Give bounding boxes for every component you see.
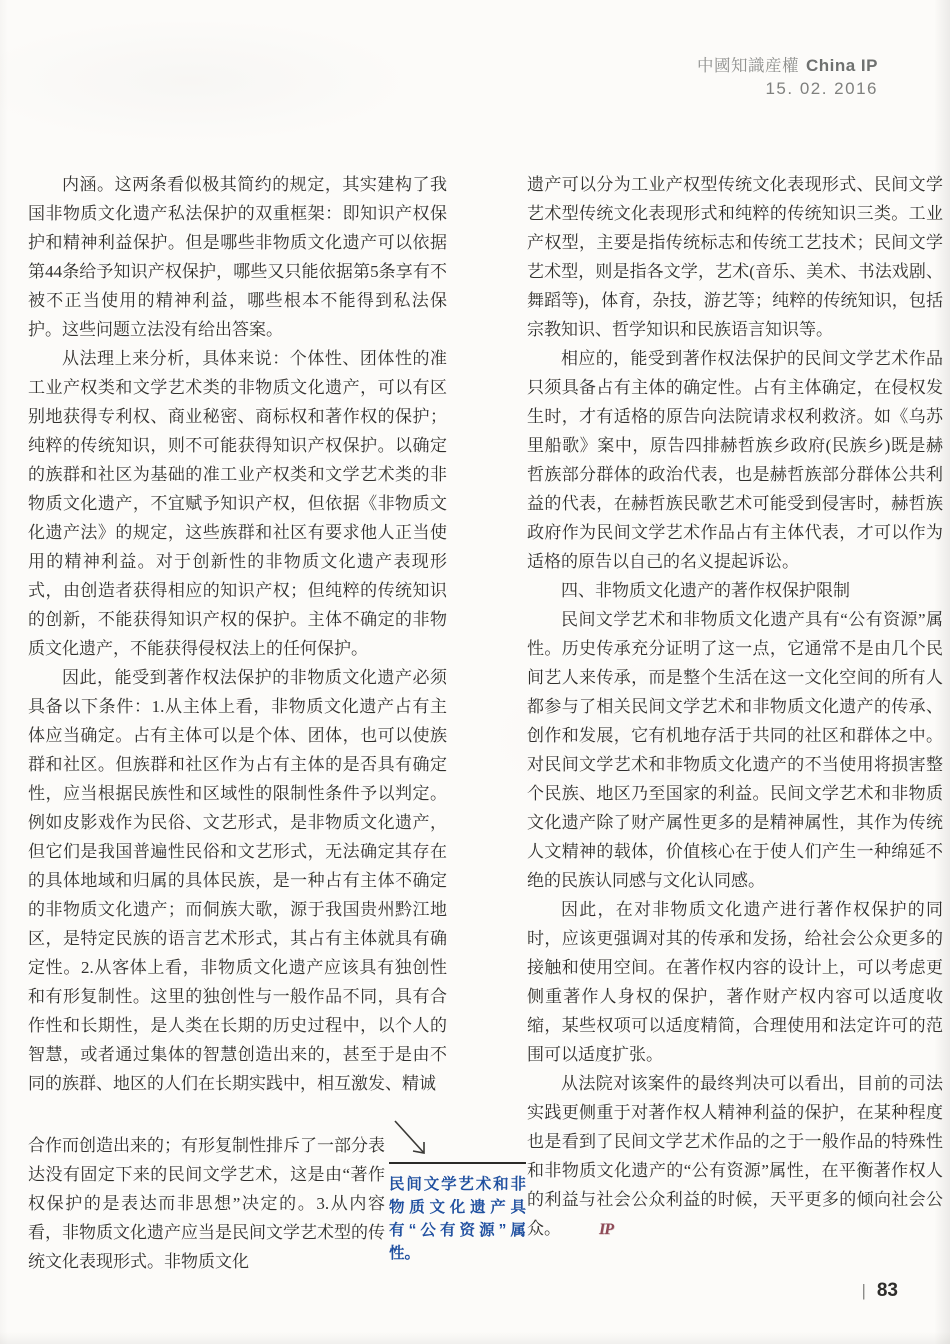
page-number [861, 1280, 898, 1302]
right-column [527, 170, 943, 1244]
ip-end-mark-icon: IP [599, 1221, 613, 1238]
right-paragraph-4: 因此，在对非物质文化遗产进行著作权保护的同时，应该更强调对其的传承和发扬，给社会公众更多的接触和使用空间。在著作权内容的设计上，可以考虑更侧重著作人身权的保护，著作财产权内容可以适度收缩，某些权项可以适度精简，合理使用和法定许可的范围可以适度扩张。 [527, 900, 943, 1064]
right-paragraph-5-text: 从法院对该案件的最终判决可以看出，目前的司法实践更侧重于对著作权人精神利益的保护，在某种程度也是看到了民间文学艺术作品的之于一般作品的特殊性和非物质文化遗产的“公有资源”属性，在平衡著作权人的利益与社会公众利益的时候，天平更多的倾向社会公众。 [527, 1074, 943, 1238]
left-paragraph-3: 因此，能受到著作权法保护的非物质文化遗产必须具备以下条件：1.从主体上看，非物质文化遗产占有主体应当确定。占有主体可以是个体、团体，也可以使族群和社区。但族群和社区作为占有主体的是否具有确定性，应当根据民族性和区域性的限制性条件予以判定。例如皮影戏作为民俗、文艺形式，是非物质文化遗产，但它们是我国普遍性民俗和文艺形式，无法确定其存在的具体地域和归属的具体民族，是一种占有主体不确定的非物质文化遗产；而侗族大歌，源于我国贵州黔江地区，是特定民族的语言艺术形式，其占有主体就具有确定性。2.从客体上看，非物质文化遗产应该具有独创性和有形复制性。这里的独创性与一般作品不同，具有合作性和长期性，是人类在长期的历史过程中，以个人的智慧，或者通过集体的智慧创造出来的，甚至于是由不同的族群、地区的人们在长期实践中，相互激发、精诚 [28, 668, 447, 1093]
section-heading: 四、非物质文化遗产的著作权保护限制 [561, 581, 850, 600]
pull-quote-arrow-icon [391, 1118, 435, 1160]
page-number-value: 83 [876, 1280, 898, 1301]
left-paragraph-2: 从法理上来分析，具体来说：个体性、团体性的准工业产权类和文学艺术类的非物质文化遗产，可以有区别地获得专利权、商业秘密、商标权和著作权的保护；纯粹的传统知识，则不可能获得知识产权保护。以确定的族群和社区为基础的准工业产权类和文学艺术类的非物质文化遗产，不宜赋予知识产权，但依据《非物质文化遗产法》的规定，这些族群和社区有要求他人正当使用的精神利益。对于创新性的非物质文化遗产表现形式，由创造者获得相应的知识产权；但纯粹的传统知识的创新，不能获得知识产权的保护。主体不确定的非物质文化遗产，不能获得侵权法上的任何保护。 [28, 349, 447, 658]
magazine-title-en: China IP [805, 56, 878, 75]
page-number-separator: | [861, 1281, 866, 1300]
left-column [28, 170, 447, 1098]
pull-quote-text: 民间文学艺术和非物质文化遗产具有“公有资源”属性。 [389, 1176, 526, 1262]
magazine-title-cn: 中國知識産權 [696, 56, 799, 75]
right-paragraph-1: 遗产可以分为工业产权型传统文化表现形式、民间文学艺术型传统文化表现形式和纯粹的传统知识三类。工业产权型，主要是指传统标志和传统工艺技术；民间文学艺术型，则是指各文学，艺术(音乐、美术、书法戏剧、舞蹈等)，体育，杂技，游艺等；纯粹的传统知识，包括宗教知识、哲学知识和民族语言知识等。 [527, 175, 943, 339]
magazine-title [697, 52, 878, 76]
right-paragraph-3: 民间文学艺术和非物质文化遗产具有“公有资源”属性。历史传承充分证明了这一点，它通常不是由几个民间艺人来传承，而是整个生活在这一文化空间的所有人都参与了相关民间文学艺术和非物质文化遗产的传承、创作和发展，它有机地存活于共同的社区和群体之中。对民间文学艺术和非物质文化遗产的不当使用将损害整个民族、地区乃至国家的利益。民间文学艺术和非物质文化遗产除了财产属性更多的是精神属性，其作为传统人文精神的载体，价值核心在于使人们产生一种绵延不绝的民族认同感与文化认同感。 [527, 610, 943, 890]
pull-quote-divider [389, 1162, 526, 1164]
issue-date: 15. 02. 2016 [765, 79, 878, 98]
left-paragraph-1: 内涵。这两条看似极其简约的规定，其实建构了我国非物质文化遗产私法保护的双重框架：即知识产权保护和精神利益保护。但是哪些非物质文化遗产可以依据第44条给予知识产权保护，哪些又只能依据第5条享有不被不正当使用的精神利益，哪些根本不能得到私法保护。这些问题立法没有给出答案。 [28, 175, 447, 339]
right-paragraph-5 [527, 1069, 943, 1244]
right-paragraph-2: 相应的，能受到著作权法保护的民间文学艺术作品只须具备占有主体的确定性。占有主体确定，在侵权发生时，才有适格的原告向法院请求权利救济。如《乌苏里船歌》案中，原告四排赫哲族乡政府(民族乡)既是赫哲族部分群体的政治代表，也是赫哲族部分群体公共利益的代表，在赫哲族民歌艺术可能受到侵害时，赫哲族政府作为民间文学艺术作品占有主体代表，才可以作为适格的原告以自己的名义提起诉讼。 [527, 349, 943, 571]
left-column-narrow-continuation: 合作而创造出来的；有形复制性排斥了一部分表达没有固定下来的民间文学艺术，这是由“著作权保护的是表达而非思想”决定的。3.从内容看，非物质文化遗产应当是民间文学艺术型的传统文化表现形式。非物质文化 [28, 1136, 385, 1271]
page-header [697, 52, 878, 99]
pull-quote [389, 1118, 526, 1265]
